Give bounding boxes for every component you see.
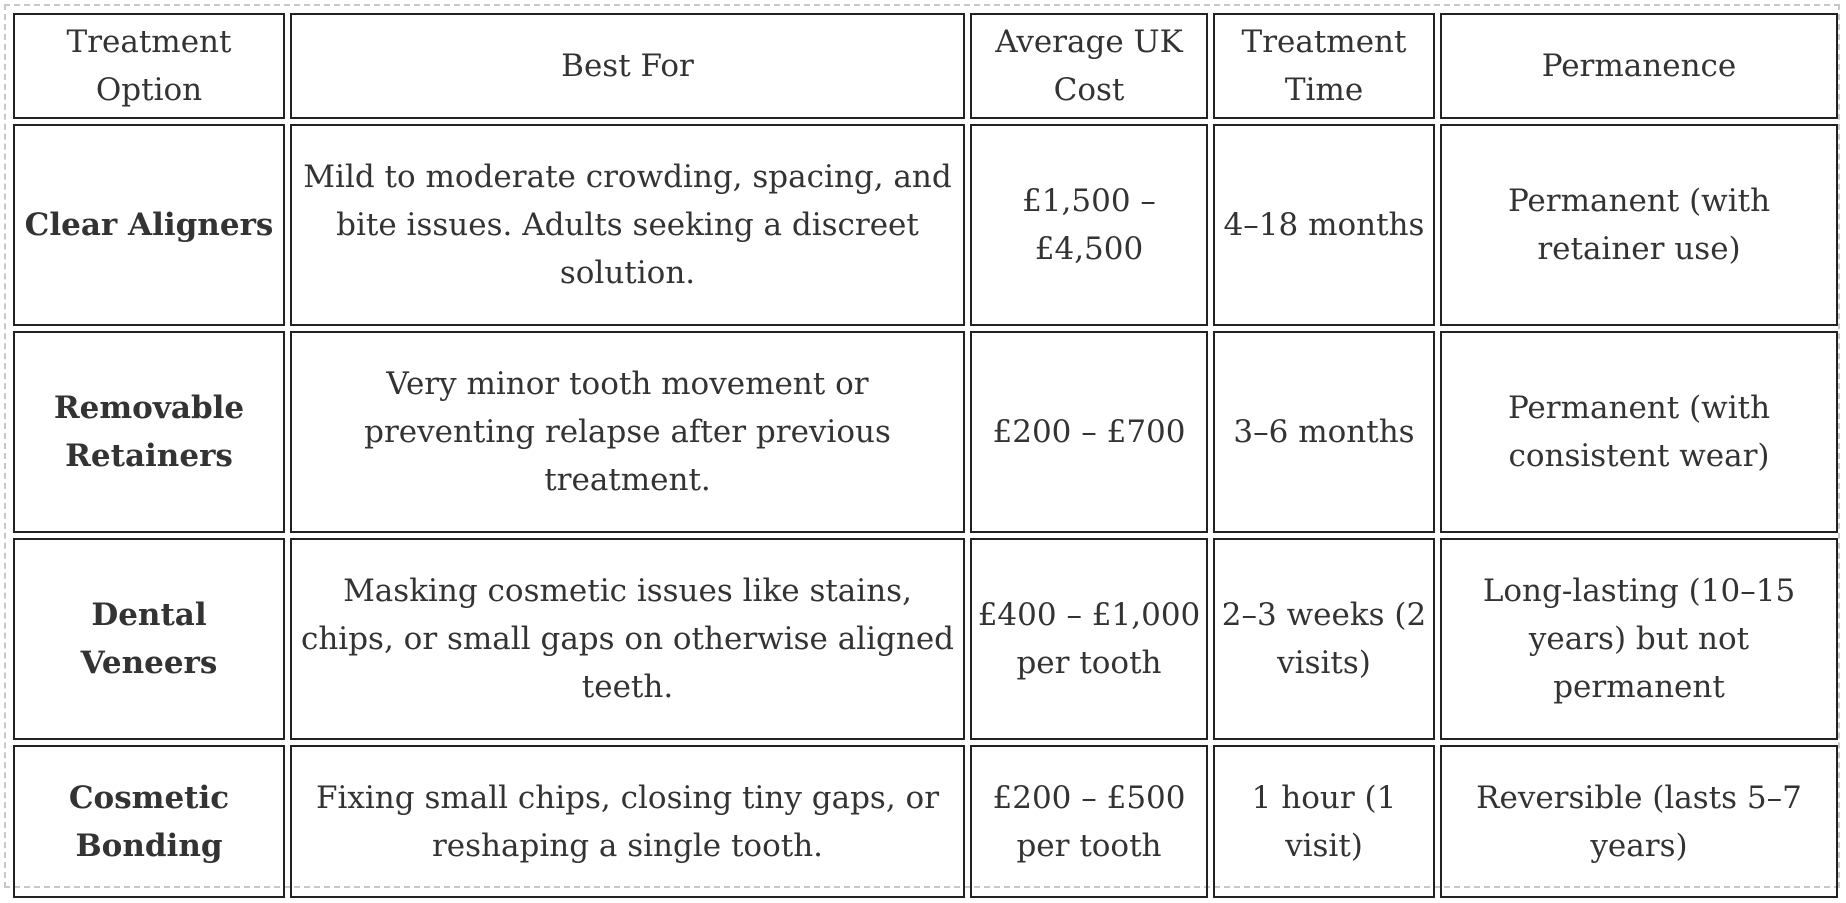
table-row <box>13 124 1838 326</box>
treatment-option-cell: Cosmetic Bonding <box>13 745 285 898</box>
header-best-for: Best For <box>290 13 965 119</box>
cost-cell: £400 – £1,000 per tooth <box>970 538 1208 740</box>
treatment-option-cell: Dental Veneers <box>13 538 285 740</box>
table-row <box>13 331 1838 533</box>
time-cell: 2–3 weeks (2 visits) <box>1213 538 1435 740</box>
table-row <box>13 538 1838 740</box>
time-cell: 4–18 months <box>1213 124 1435 326</box>
treatment-option-cell: Removable Retainers <box>13 331 285 533</box>
permanence-cell: Permanent (with consistent wear) <box>1440 331 1838 533</box>
header-row <box>13 13 1838 119</box>
permanence-cell: Long-lasting (10–15 years) but not permanent <box>1440 538 1838 740</box>
best-for-cell: Fixing small chips, closing tiny gaps, or reshaping a single tooth. <box>290 745 965 898</box>
header-permanence: Permanence <box>1440 13 1838 119</box>
permanence-cell: Permanent (with retainer use) <box>1440 124 1838 326</box>
time-cell: 3–6 months <box>1213 331 1435 533</box>
treatment-comparison-table <box>8 8 1843 903</box>
treatment-option-cell: Clear Aligners <box>13 124 285 326</box>
cost-cell: £200 – £500 per tooth <box>970 745 1208 898</box>
table-row <box>13 745 1838 898</box>
best-for-cell: Very minor tooth movement or preventing relapse after previous treatment. <box>290 331 965 533</box>
permanence-cell: Reversible (lasts 5–7 years) <box>1440 745 1838 898</box>
best-for-cell: Mild to moderate crowding, spacing, and bite issues. Adults seeking a discreet solution. <box>290 124 965 326</box>
best-for-cell: Masking cosmetic issues like stains, chips, or small gaps on otherwise aligned teeth. <box>290 538 965 740</box>
header-treatment-option: Treatment Option <box>13 13 285 119</box>
header-average-uk-cost: Average UK Cost <box>970 13 1208 119</box>
cost-cell: £1,500 – £4,500 <box>970 124 1208 326</box>
header-treatment-time: Treatment Time <box>1213 13 1435 119</box>
cost-cell: £200 – £700 <box>970 331 1208 533</box>
time-cell: 1 hour (1 visit) <box>1213 745 1435 898</box>
